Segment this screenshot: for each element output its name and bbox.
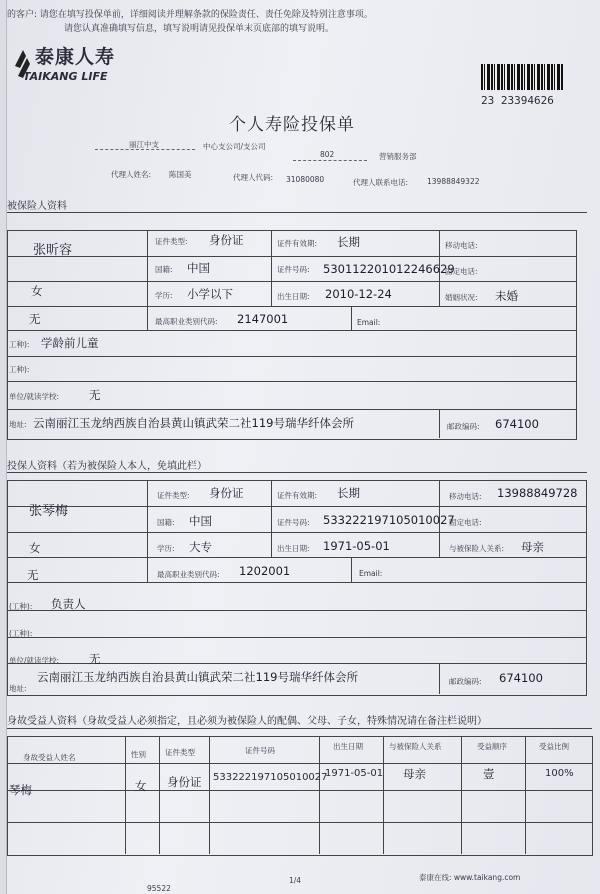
holder-section-title: 投保人资料（若为被保险人本人，免填此栏） <box>7 461 207 472</box>
insured-nationality: 中国 <box>187 261 210 275</box>
agent-code-value: 31080080 <box>286 175 325 184</box>
dept-label: 营销服务部 <box>379 152 417 161</box>
beneficiary-header: 受益比例 <box>539 742 569 751</box>
holder-row-line <box>7 506 587 507</box>
beneficiary-top-rule <box>7 728 592 729</box>
holder-employer-label: 单位/就读学校: <box>9 656 60 665</box>
insured-employer-label: 单位/就读学校: <box>9 392 60 401</box>
holder-id-type-label: 证件类型: <box>157 491 190 500</box>
beneficiary-header: 与被保险人关系 <box>389 742 442 751</box>
beneficiary-header: 证件类型 <box>165 748 195 757</box>
insured-zip-label: 邮政编码: <box>447 422 480 431</box>
insured-job: 学龄前儿童 <box>41 336 99 350</box>
holder-zip-label: 邮政编码: <box>449 677 482 686</box>
beneficiary-col-line <box>383 736 384 854</box>
branch-value: 丽江中支 <box>129 140 159 149</box>
holder-mobile-label: 移动电话: <box>449 492 482 501</box>
agent-name-label: 代理人姓名: <box>111 170 152 179</box>
insured-col-line <box>439 409 440 438</box>
insured-education: 小学以下 <box>187 287 233 301</box>
agent-name-value: 陈国美 <box>169 170 192 179</box>
holder-top-rule <box>7 472 587 473</box>
insured-row-line <box>7 409 577 410</box>
beneficiary-col-line <box>159 736 160 854</box>
holder-id-no-label: 证件号码: <box>277 518 310 527</box>
notice-line-1: 的客户: 请您在填写投保单前，详细阅读并理解条款的保险责任、责任免除及特别注意事项。 <box>7 10 373 20</box>
insured-validity-label: 证件有效期: <box>277 239 318 248</box>
beneficiary-cell: 533222197105010027 <box>213 772 328 783</box>
beneficiary-cell: 女 <box>135 779 147 793</box>
agent-code-label: 代理人代码: <box>233 173 274 182</box>
beneficiary-cell: 100% <box>545 768 574 779</box>
insured-id-no: 530112201012246629 <box>323 262 455 276</box>
insured-occ-code-label: 最高职业类别代码: <box>155 317 218 326</box>
beneficiary-header: 性别 <box>131 750 146 759</box>
footer-hotline: 95522 <box>147 884 171 893</box>
insured-fixed-phone-label: 固定电话: <box>445 267 478 276</box>
insured-job2-label: 工种): <box>9 365 30 374</box>
holder-col-line <box>271 480 272 557</box>
holder-occ-code: 1202001 <box>239 564 291 578</box>
insured-row-line <box>7 281 577 282</box>
holder-row-line <box>7 610 587 611</box>
insured-birth: 2010-12-24 <box>325 287 392 301</box>
beneficiary-col-line <box>125 736 126 854</box>
insured-no-value: 无 <box>29 312 41 326</box>
holder-validity: 长期 <box>337 486 360 500</box>
beneficiary-col-line <box>209 736 210 854</box>
logo-chinese: 泰康人寿 <box>35 46 116 68</box>
holder-validity-label: 证件有效期: <box>277 491 318 500</box>
barcode <box>481 64 563 90</box>
holder-birth-label: 出生日期: <box>277 544 310 553</box>
holder-email-label: Email: <box>359 569 383 578</box>
beneficiary-header: 受益顺序 <box>477 742 507 751</box>
insured-gender: 女 <box>31 284 43 298</box>
holder-col-line <box>439 663 440 694</box>
holder-occ-code-label: 最高职业类别代码: <box>157 570 220 579</box>
holder-job2-label: (工种): <box>9 629 33 638</box>
insured-section-title: 被保险人资料 <box>7 201 67 212</box>
holder-id-no: 533222197105010027 <box>323 513 455 527</box>
holder-name: 张琴梅 <box>29 504 69 519</box>
insured-employer: 无 <box>89 388 101 402</box>
holder-col-line <box>147 480 148 582</box>
insured-education-label: 学历: <box>155 291 173 300</box>
insured-row-line <box>7 330 577 331</box>
holder-row-line <box>7 532 587 533</box>
beneficiary-col-line <box>461 736 462 854</box>
insured-name: 张昕容 <box>33 243 73 258</box>
beneficiary-col-line <box>525 736 526 854</box>
center-label: 中心支公司/支公司 <box>203 142 266 151</box>
holder-job: 负责人 <box>51 597 86 611</box>
insured-id-type-label: 证件类型: <box>155 237 188 246</box>
beneficiary-table <box>7 736 593 856</box>
dept-value: 802 <box>320 150 335 159</box>
insured-occ-code: 2147001 <box>237 312 289 326</box>
beneficiary-cell: 母亲 <box>403 767 426 781</box>
logo-english: TAIKANG LIFE <box>23 70 108 83</box>
insured-col-line <box>271 230 272 306</box>
notice-line-2: 请您认真准确填写信息，填写说明请见投保单末页底部的填写说明。 <box>64 24 335 34</box>
insured-marital-label: 婚姻状况: <box>445 293 478 302</box>
insured-row-line <box>7 256 577 257</box>
holder-zip: 674100 <box>499 671 543 685</box>
beneficiary-header: 证件号码 <box>245 746 275 755</box>
beneficiary-header: 身故受益人姓名 <box>23 753 76 762</box>
insured-id-no-label: 证件号码: <box>277 265 310 274</box>
holder-col-line <box>351 557 352 582</box>
holder-job-label: (工种): <box>9 602 33 611</box>
page-number: 1/4 <box>289 876 302 885</box>
holder-fixed-phone-label: 固定电话: <box>449 518 482 527</box>
holder-nationality: 中国 <box>189 514 212 528</box>
holder-education: 大专 <box>189 540 212 554</box>
footer-website: 泰康在线: www.taikang.com <box>419 873 521 882</box>
holder-birth: 1971-05-01 <box>323 539 390 553</box>
beneficiary-row-line <box>7 763 593 764</box>
insured-row-line <box>7 306 577 307</box>
insured-address: 云南丽江玉龙纳西族自治县黄山镇武荣二社119号瑞华纤体会所 <box>33 416 354 430</box>
beneficiary-cell: 琴梅 <box>9 783 32 797</box>
holder-relation-label: 与被保险人关系: <box>449 544 505 553</box>
holder-gender: 女 <box>29 541 41 555</box>
branch-underline <box>95 148 195 150</box>
form-title: 个人寿险投保单 <box>229 115 355 135</box>
insured-zip: 674100 <box>495 417 539 431</box>
insured-birth-label: 出生日期: <box>277 292 310 301</box>
insured-nationality-label: 国籍: <box>155 265 173 274</box>
insured-col-line <box>147 230 148 330</box>
holder-relation: 母亲 <box>521 540 544 554</box>
beneficiary-row-line <box>7 822 593 823</box>
beneficiary-cell: 壹 <box>483 767 495 781</box>
insured-validity: 长期 <box>337 235 360 249</box>
beneficiary-section-title: 身故受益人资料（身故受益人必须指定，且必须为被保险人的配偶、父母、子女，特殊情况请在备注栏说明） <box>7 716 487 727</box>
beneficiary-cell: 身份证 <box>167 775 202 789</box>
beneficiary-col-line <box>319 736 320 854</box>
holder-mobile: 13988849728 <box>497 486 578 500</box>
beneficiary-row-line <box>7 790 593 791</box>
holder-address: 云南丽江玉龙纳西族自治县黄山镇武荣二社119号瑞华纤体会所 <box>37 670 358 684</box>
holder-row-line <box>7 582 587 583</box>
insured-row-line <box>7 356 577 357</box>
insured-col-line <box>351 306 352 330</box>
holder-row-line <box>7 557 587 558</box>
agent-phone-label: 代理人联系电话: <box>353 178 409 187</box>
insured-mobile-label: 移动电话: <box>445 241 478 250</box>
holder-employer: 无 <box>89 652 101 666</box>
agent-phone-value: 13988849322 <box>427 177 480 186</box>
holder-id-type: 身份证 <box>209 486 244 500</box>
holder-nationality-label: 国籍: <box>157 518 175 527</box>
holder-no-value: 无 <box>27 568 39 582</box>
insured-id-type: 身份证 <box>209 233 244 247</box>
dept-underline <box>293 159 367 161</box>
holder-education-label: 学历: <box>157 544 175 553</box>
beneficiary-cell: 1971-05-01 <box>325 768 384 779</box>
insured-marital: 未婚 <box>495 289 518 303</box>
insured-top-rule <box>7 212 587 213</box>
beneficiary-header: 出生日期 <box>333 742 363 751</box>
barcode-number: 23 23394626 <box>481 94 554 107</box>
insured-address-label: 地址: <box>9 420 27 429</box>
insured-row-line <box>7 381 577 382</box>
form-paper <box>6 0 600 894</box>
insured-job-label: 工种): <box>9 340 30 349</box>
holder-address-label: 地址: <box>9 684 27 693</box>
insured-email-label: Email: <box>357 318 381 327</box>
holder-row-line <box>7 637 587 638</box>
